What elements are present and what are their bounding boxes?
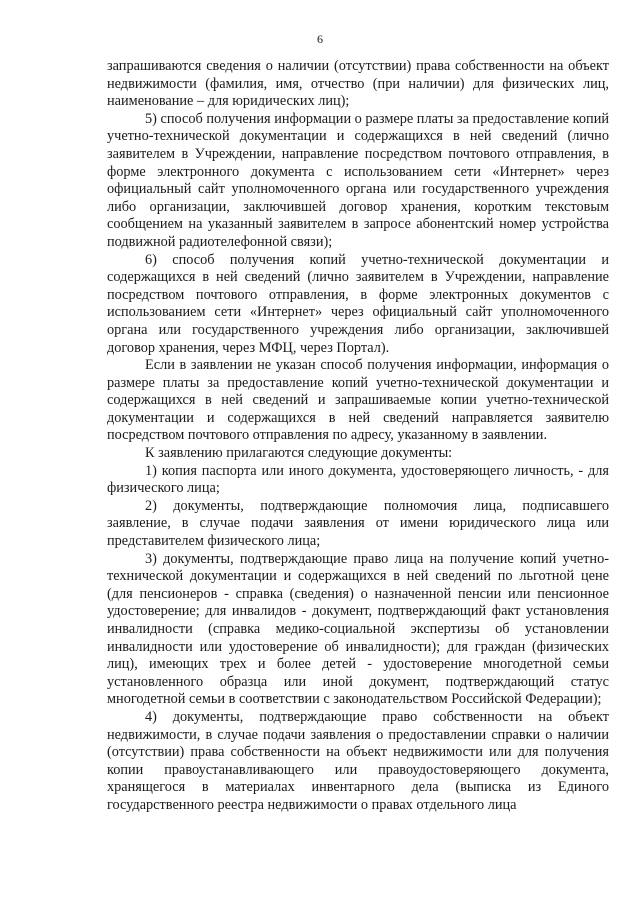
paragraph-attachment-1: 1) копия паспорта или иного документа, удостоверяющего личность, - для физического лица;	[107, 462, 609, 497]
paragraph-continuation: запрашиваются сведения о наличии (отсутствии) права собственности на объект недвижимости (фамилия, имя, отчество (при наличии) для физических лиц, наименование – для юридических лиц);	[107, 58, 609, 110]
paragraph-attachment-4: 4) документы, подтверждающие право собственности на объект недвижимости, в случае подачи заявления о предоставлении справки о наличии (отсутствии) права собственности на объект недвижимости или для получения копии правоустанавливающего или правоудостоверяющего документа, хранящегося в материалах инвентарного дела (выписка из Единого государственного реестра недвижимости о правах отдельного лица	[107, 708, 609, 813]
paragraph-attachment-3: 3) документы, подтверждающие право лица на получение копий учетно-технической документации и содержащихся в ней сведений по льготной цене (для пенсионеров - справка (сведения) о назначенной пенсии или пенсионное удостоверение; для инвалидов - документ, подтверждающий факт установления инвалидности (справка медико-социальной экспертизы об установлении инвалидности или удостоверение об инвалидности); для граждан (физических лиц), имеющих трех и более детей - удостоверение многодетной семьи установленного образца или иной документ, подтверждающий статус многодетной семьи в соответствии с законодательством Российской Федерации);	[107, 550, 609, 708]
paragraph-attachments-heading: К заявлению прилагаются следующие документы:	[145, 445, 453, 462]
page-number: 6	[317, 32, 323, 46]
paragraph-default-method: Если в заявлении не указан способ получения информации, информация о размере платы за предоставление копий учетно-технической документации и содержащихся в ней сведений и запрашиваемые копии учетно-технической документации и содержащихся в ней сведений направляется заявителю посредством почтового отправления по адресу, указанному в заявлении.	[107, 357, 609, 444]
paragraph-item-6: 6) способ получения копий учетно-технической документации и содержащихся в ней сведений (лично заявителем в Учреждении, направление посредством почтового отправления, в форме электронных документов с использованием сети «Интернет» через официальный сайт уполномоченного органа или государственного учреждения либо организации, заключившей договор хранения, через МФЦ, через Портал).	[107, 251, 609, 356]
paragraph-item-5: 5) способ получения информации о размере платы за предоставление копий учетно-технической документации и содержащихся в ней сведений (лично заявителем в Учреждении, направление посредством почтового отправления, в форме электронного документа с использованием сети «Интернет» через официальный сайт уполномоченного органа или государственного учреждения либо организации, заключившей договор хранения, коротким текстовым сообщением на указанный заявителем в запросе абонентский номер устройства подвижной радиотелефонной связи);	[107, 110, 609, 250]
paragraph-attachment-2: 2) документы, подтверждающие полномочия лица, подписавшего заявление, в случае подачи заявления от имени юридического лица или представителем физического лица;	[107, 497, 609, 550]
document-body	[107, 58, 609, 815]
